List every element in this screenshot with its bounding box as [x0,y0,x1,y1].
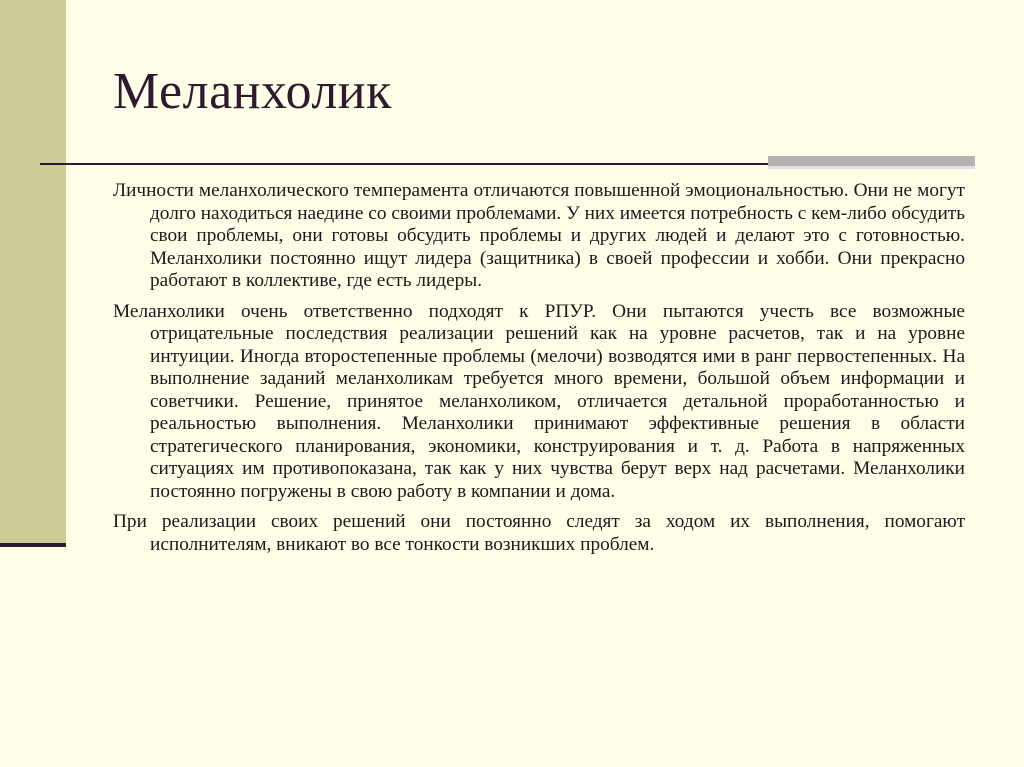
title-accent-bar-light [768,166,975,169]
slide-title: Меланхолик [113,63,392,120]
title-accent-bar [768,156,975,166]
slide-body [113,180,965,564]
paragraph-2: Меланхолики очень ответственно подходят к РПУР. Они пытаются учесть все возможные отрицательные последствия реализации решений как на уровне расчетов, так и на уровне интуиции. Иногда второстепенные проблемы (мелочи) возводятся ими в ранг первостепенных. На выполнение заданий меланхоликам требуется много времени, большой объем информации и советчики. Решение, принятое меланхоликом, отличается детальной проработанностью и реальностью выполнения. Меланхолики принимают эффективные решения в области стратегического планирования, экономики, конструирования и т. д. Работа в напряженных ситуациях им противопоказана, так как у них чувства берут верх над расчетами. Меланхолики постоянно погружены в свою работу в компании и дома. [113,300,965,502]
left-band-rule [0,543,66,547]
title-underline [40,163,810,165]
left-decorative-band [0,0,66,546]
paragraph-1: Личности меланхолического темперамента отличаются повышенной эмоциональностью. Они не могут долго находиться наедине со своими проблемами. У них имеется потребность с кем-либо обсудить свои проблемы, они готовы обсудить проблемы и других людей и делают это с готовностью. Меланхолики постоянно ищут лидера (защитника) в своей профессии и хобби. Они прекрасно работают в коллективе, где есть лидеры. [113,180,965,291]
paragraph-3: При реализации своих решений они постоянно следят за ходом их выполнения, помогают исполнителям, вникают во все тонкости возникших проблем. [113,511,965,555]
